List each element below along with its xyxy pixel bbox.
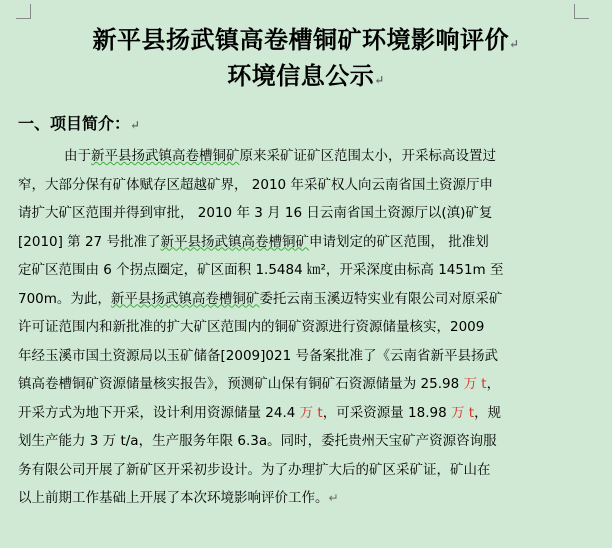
document-title-line-2: 环境信息公示↵ — [227, 61, 385, 90]
paragraph-mark: ↵ — [130, 118, 141, 132]
paragraph-line: 许可证范围内和新批准的扩大矿区范围内的铜矿资源进行资源储量核实，2009 — [18, 319, 485, 335]
paragraph-mark: ↵ — [374, 73, 385, 87]
unit-highlight: 万 t — [463, 376, 487, 392]
paragraph-mark: ↵ — [508, 37, 520, 51]
paragraph-line: 以上前期工作基础上开展了本次环境影响评价工作。↵ — [18, 490, 339, 506]
paragraph-line: 窄，大部分保有矿体赋存区超越矿界， 2010 年采矿权人向云南省国土资源厅申 — [18, 176, 493, 193]
paragraph-line: 年经玉溪市国土资源局以玉矿储备[2009]021 号备案批准了《云南省新平县扬武 — [18, 347, 498, 364]
spellcheck-underlined-text: 新平县扬武镇高卷槽铜矿 — [110, 290, 260, 307]
body-paragraph — [18, 142, 598, 513]
document-title-line-1: 新平县扬武镇高卷槽铜矿环境影响评价↵ — [92, 25, 520, 54]
margin-corner-mark-right — [574, 4, 589, 19]
paragraph-line: 由于新平县扬武镇高卷槽铜矿原来采矿证矿区范围太小，开采标高设置过 — [64, 148, 496, 164]
paragraph-line: 700m。为此，新平县扬武镇高卷槽铜矿委托云南玉溪迈特实业有限公司对原采矿 — [18, 290, 503, 307]
paragraph-line: 定矿区范围由 6 个拐点圈定，矿区面积 1.5484 ㎞²，开采深度由标高 1451m 至 — [18, 262, 504, 278]
paragraph-line: [2010] 第 27 号批准了新平县扬武镇高卷槽铜矿申请划定的矿区范围， 批准划 — [18, 233, 489, 250]
section-heading: 一、项目简介：↵ — [18, 114, 141, 133]
spellcheck-underlined-text: 新平县扬武镇高卷槽铜矿 — [160, 233, 309, 250]
paragraph-line: 请扩大矿区范围并得到审批， 2010 年 3 月 16 日云南省国土资源厅以(滇)矿复 — [18, 205, 493, 221]
spellcheck-underlined-text: 新平县扬武镇高卷槽铜矿 — [91, 148, 240, 164]
paragraph-line: 开采方式为地下开采，设计利用资源储量 24.4 万 t，可采资源量 18.98 万 t，规 — [18, 404, 502, 421]
unit-highlight: 万 t — [450, 404, 475, 421]
margin-corner-mark-left — [16, 4, 31, 19]
paragraph-line: 划生产能力 3 万 t/a，生产服务年限 6.3a。同时，委托贵州天宝矿产资源咨询服 — [18, 433, 497, 449]
paragraph-line: 务有限公司开展了新矿区开采初步设计。为了办理扩大后的矿区采矿证，矿山在 — [18, 461, 491, 478]
paragraph-line: 镇高卷槽铜矿资源储量核实报告》，预测矿山保有铜矿石资源储量为 25.98 万 t， — [18, 376, 501, 392]
paragraph-mark: ↵ — [328, 491, 339, 505]
unit-highlight: 万 t — [299, 404, 323, 421]
